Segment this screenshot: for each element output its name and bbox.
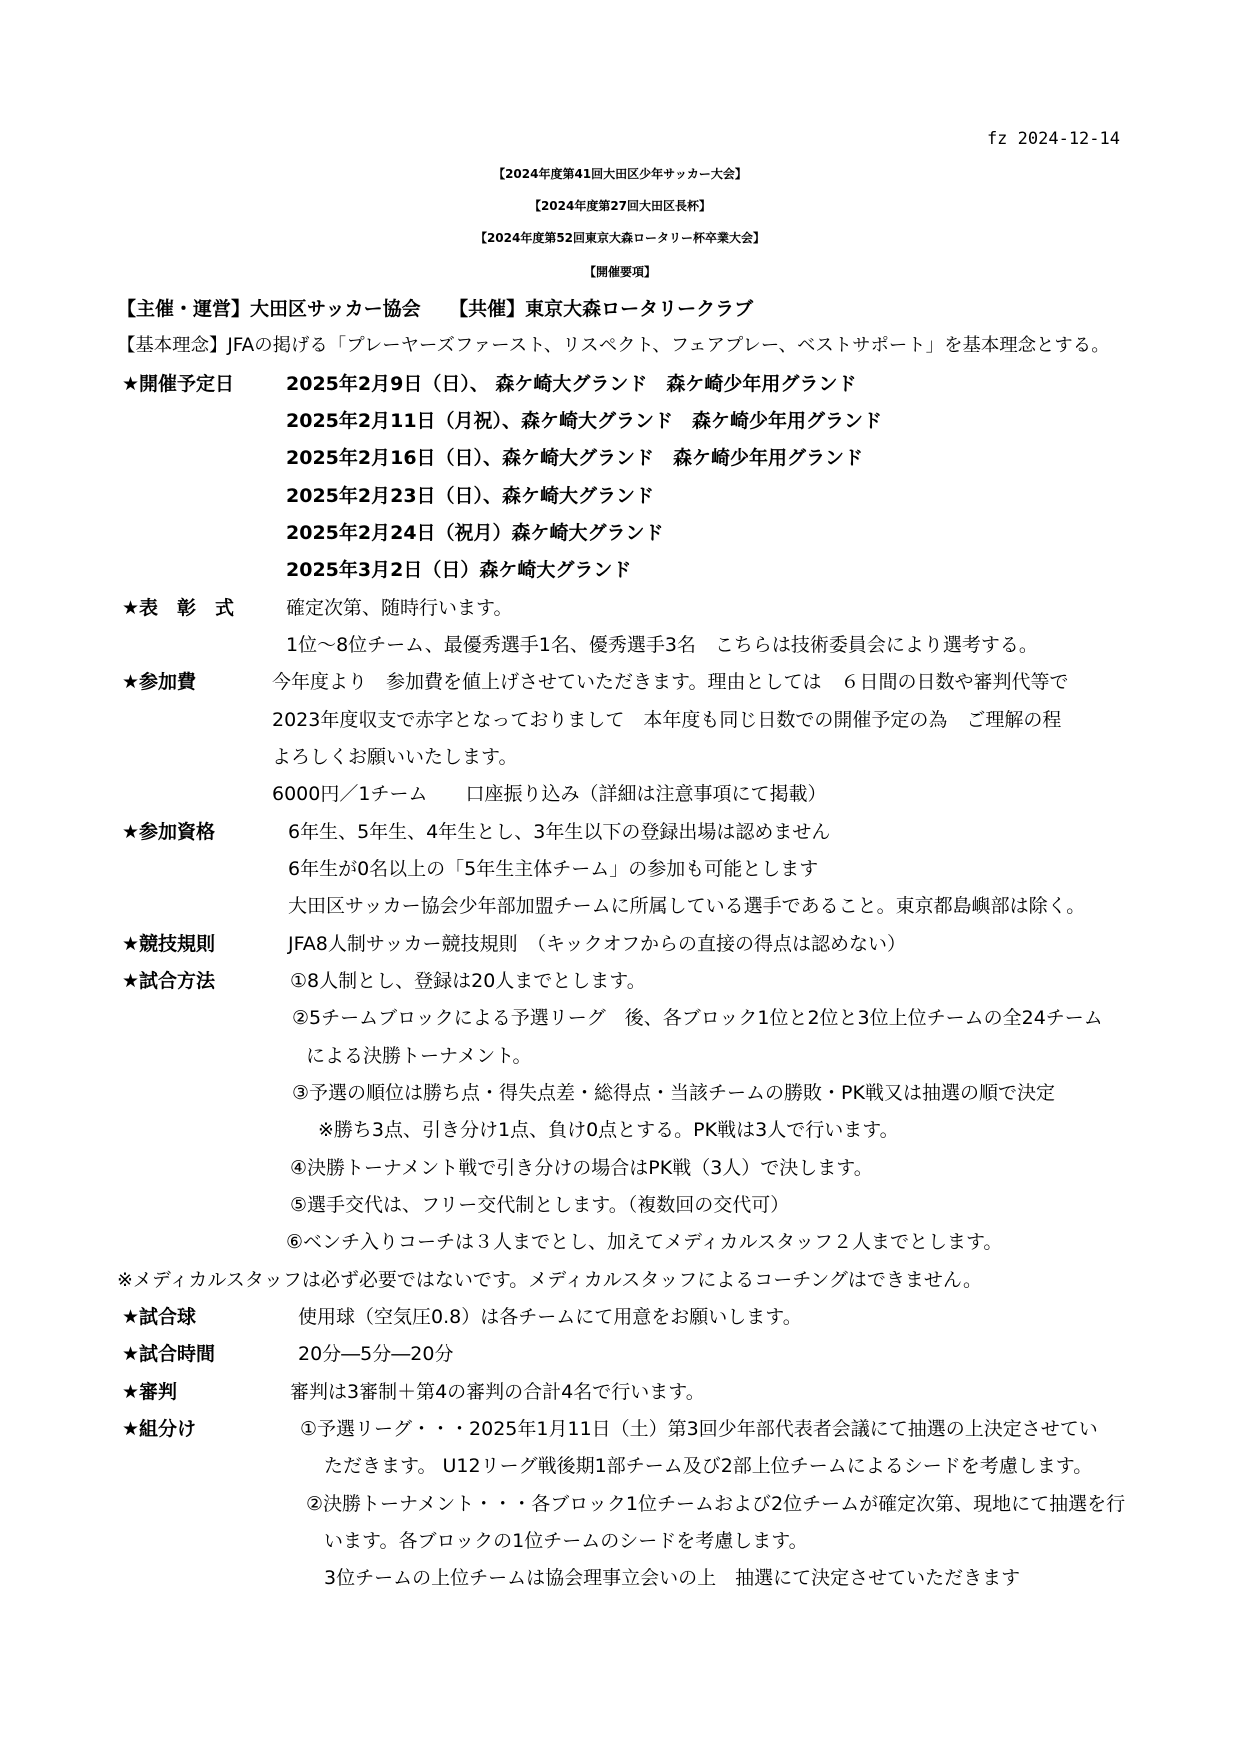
grouping-label: ★組分け <box>122 1418 197 1440</box>
organizer-line: 【主催・運営】大田区サッカー協会 【共催】東京大森ロータリークラブ <box>117 298 754 320</box>
schedule-date: 2025年2月23日（日）、森ケ崎大グランド <box>286 485 655 507</box>
schedule-date: 2025年2月24日（祝月）森ケ崎大グランド <box>286 522 664 544</box>
schedule-date: 2025年3月2日（日）森ケ崎大グランド <box>286 559 632 581</box>
grouping-text: ただきます。 U12リーグ戦後期1部チーム及び2部上位チームによるシードを考慮します。 <box>324 1455 1093 1477</box>
fee-amount: 6000円／1チーム 口座振り込み（詳細は注意事項にて掲載） <box>272 783 827 805</box>
schedule-date: 2025年2月9日（日）、 森ケ崎大グランド 森ケ崎少年用グランド <box>286 373 857 395</box>
method-text: ①8人制とし、登録は20人までとします。 <box>290 970 646 992</box>
method-text: ②5チームブロックによる予選リーグ 後、各ブロック1位と2位と3位上位チームの全24チーム <box>292 1007 1103 1029</box>
schedule-date: 2025年2月16日（日）、森ケ崎大グランド 森ケ崎少年用グランド <box>286 447 864 469</box>
schedule-date: 2025年2月11日（月祝）、森ケ崎大グランド 森ケ崎少年用グランド <box>286 410 883 432</box>
eligibility-text: 大田区サッカー協会少年部加盟チームに所属している選手であること。東京都島嶼部は除く。 <box>288 895 1086 917</box>
ball-text: 使用球（空気圧0.8）は各チームにて用意をお願いします。 <box>298 1306 802 1328</box>
grouping-text: 3位チームの上位チームは協会理事立会いの上 抽選にて決定させていただきます <box>324 1567 1021 1589</box>
method-text: ※勝ち3点、引き分け1点、負け0点とする。PK戦は3人で行います。 <box>318 1119 899 1141</box>
schedule-label: ★開催予定日 <box>122 373 235 395</box>
rules-text: JFA8人制サッカー競技規則 （キックオフからの直接の得点は認めない） <box>288 933 907 955</box>
grouping-text: ①予選リーグ・・・2025年1月11日（土）第3回少年部代表者会議にて抽選の上決定させてい <box>300 1418 1098 1440</box>
method-text: ⑤選手交代は、フリー交代制とします。（複数回の交代可） <box>290 1194 790 1216</box>
award-text: 確定次第、随時行います。 <box>286 597 513 619</box>
title-mayor-cup: 【2024年度第27回大田区長杯】 <box>528 199 712 213</box>
grouping-text: ②決勝トーナメント・・・各ブロック1位チームおよび2位チームが確定次第、現地にて抽選を行 <box>306 1493 1126 1515</box>
document-code: fz 2024-12-14 <box>986 129 1120 149</box>
method-text: による決勝トーナメント。 <box>306 1045 532 1067</box>
rules-label: ★競技規則 <box>122 933 216 955</box>
eligibility-label: ★参加資格 <box>122 821 216 843</box>
time-label: ★試合時間 <box>122 1343 216 1365</box>
fee-label: ★参加費 <box>122 671 197 693</box>
medical-note: ※メディカルスタッフは必ず必要ではないです。メディカルスタッフによるコーチングはできません。 <box>117 1269 983 1291</box>
method-text: ③予選の順位は勝ち点・得失点差・総得点・当該チームの勝敗・PK戦又は抽選の順で決定 <box>292 1082 1055 1104</box>
title-tournament: 【2024年度第41回大田区少年サッカー大会】 <box>493 167 747 181</box>
title-rotary-cup: 【2024年度第52回東京大森ロータリー杯卒業大会】 <box>474 231 766 245</box>
method-text: ④決勝トーナメント戦で引き分けの場合はPK戦（3人）で決します。 <box>290 1157 873 1179</box>
method-text: ⑥ベンチ入りコーチは３人までとし、加えてメディカルスタッフ２人までとします。 <box>286 1231 1003 1253</box>
award-text: 1位～8位チーム、最優秀選手1名、優秀選手3名 こちらは技術委員会により選考する。 <box>286 634 1038 656</box>
award-label: ★表 彰 式 <box>122 597 235 619</box>
eligibility-text: 6年生が0名以上の「5年生主体チーム」の参加も可能とします <box>288 858 819 880</box>
grouping-text: います。各ブロックの1位チームのシードを考慮します。 <box>324 1530 808 1552</box>
time-text: 20分―5分―20分 <box>298 1343 454 1365</box>
fee-text: 今年度より 参加費を値上げさせていただきます。理由としては ６日間の日数や審判代等で <box>272 671 1069 693</box>
title-guidelines: 【開催要項】 <box>583 265 656 279</box>
referee-text: 審判は3審制＋第4の審判の合計4名で行います。 <box>290 1381 705 1403</box>
ball-label: ★試合球 <box>122 1306 197 1328</box>
fee-text: よろしくお願いいたします。 <box>272 746 518 768</box>
fee-text: 2023年度収支で赤字となっておりまして 本年度も同じ日数での開催予定の為 ご理解の程 <box>272 709 1062 731</box>
eligibility-text: 6年生、5年生、4年生とし、3年生以下の登録出場は認めません <box>288 821 831 843</box>
philosophy-line: 【基本理念】JFAの掲げる「プレーヤーズファースト、リスペクト、フェアプレー、ベストサポート」を基本理念とする。 <box>117 335 1110 356</box>
method-label: ★試合方法 <box>122 970 216 992</box>
referee-label: ★審判 <box>122 1381 178 1403</box>
